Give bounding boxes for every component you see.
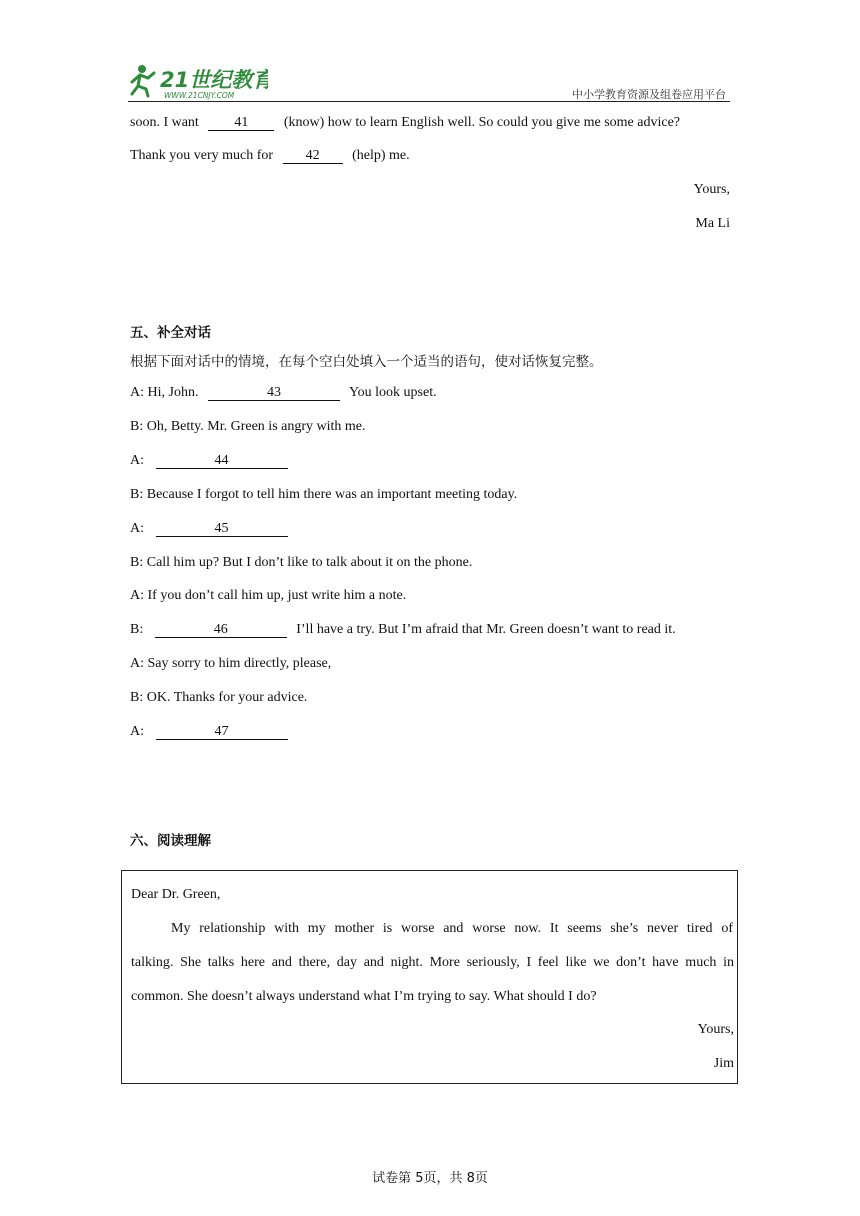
section-5-instruction: 根据下面对话中的情境，在每个空白处填入一个适当的语句，使对话恢复完整。 bbox=[130, 354, 603, 370]
text-segment: (know) how to learn English well. So could you give me some advice? bbox=[283, 115, 681, 130]
dialogue-line: B: Because I forgot to tell him there was an important meeting today. bbox=[130, 487, 518, 502]
section-5-title: 五、补全对话 bbox=[130, 325, 211, 341]
dialogue-line bbox=[130, 724, 288, 740]
dialogue-text: B: bbox=[130, 622, 144, 637]
blank-46[interactable]: 46 bbox=[155, 623, 287, 638]
page-number: 试卷第 5页，共 8页 bbox=[372, 1171, 488, 1186]
dialogue-text: I’ll have a try. But I’m afraid that Mr. Green doesn’t want to read it. bbox=[296, 622, 676, 637]
letter-body-line: talking. She talks here and there, day and night. More seriously, I feel like we don’t have much in bbox=[131, 955, 734, 970]
header-divider bbox=[128, 101, 730, 102]
letter-greeting: Dear Dr. Green, bbox=[131, 887, 221, 902]
site-name: 中小学教育资源及组卷应用平台 bbox=[572, 88, 726, 101]
dialogue-text: A: bbox=[130, 521, 144, 536]
blank-41[interactable]: 41 bbox=[208, 116, 274, 131]
letter-line-1 bbox=[130, 115, 680, 131]
dialogue-line bbox=[130, 453, 288, 469]
dialogue-line: B: Oh, Betty. Mr. Green is angry with me. bbox=[130, 419, 366, 434]
blank-47[interactable]: 47 bbox=[156, 725, 288, 740]
logo-url-text: WWW.21CNJY.COM bbox=[164, 91, 235, 100]
reading-letter-box bbox=[121, 870, 738, 1084]
dialogue-line: B: OK. Thanks for your advice. bbox=[130, 690, 308, 705]
letter-line-2 bbox=[130, 148, 410, 164]
letter-body-line: common. She doesn’t always understand what I’m trying to say. What should I do? bbox=[131, 989, 597, 1004]
dialogue-text: You look upset. bbox=[348, 385, 437, 400]
blank-43[interactable]: 43 bbox=[208, 386, 340, 401]
dialogue-line: B: Call him up? But I don’t like to talk about it on the phone. bbox=[130, 555, 473, 570]
blank-44[interactable]: 44 bbox=[156, 454, 288, 469]
site-logo bbox=[128, 62, 268, 100]
dialogue-line: A: If you don’t call him up, just write him a note. bbox=[130, 588, 407, 603]
runner-logo-icon bbox=[128, 62, 268, 100]
logo-main-text: 21世纪教育 bbox=[160, 68, 268, 92]
dialogue-line bbox=[130, 622, 676, 638]
letter-signature: Jim bbox=[713, 1056, 734, 1071]
dialogue-line: A: Say sorry to him directly, please, bbox=[130, 656, 332, 671]
dialogue-text: A: Hi, John. bbox=[130, 385, 199, 400]
blank-42[interactable]: 42 bbox=[283, 149, 343, 164]
text-segment: Thank you very much for bbox=[130, 148, 274, 163]
dialogue-line bbox=[130, 521, 288, 537]
blank-45[interactable]: 45 bbox=[156, 522, 288, 537]
letter-closing: Yours, bbox=[697, 1022, 734, 1037]
letter-closing: Yours, bbox=[693, 182, 730, 197]
letter-signature: Ma Li bbox=[695, 216, 730, 231]
letter-body-line: My relationship with my mother is worse and worse now. It seems she’s never tired of bbox=[171, 921, 733, 936]
section-6-title: 六、阅读理解 bbox=[130, 833, 211, 849]
dialogue-line bbox=[130, 385, 437, 401]
text-segment: soon. I want bbox=[130, 115, 199, 130]
dialogue-text: A: bbox=[130, 724, 144, 739]
dialogue-text: A: bbox=[130, 453, 144, 468]
text-segment: (help) me. bbox=[352, 148, 410, 163]
